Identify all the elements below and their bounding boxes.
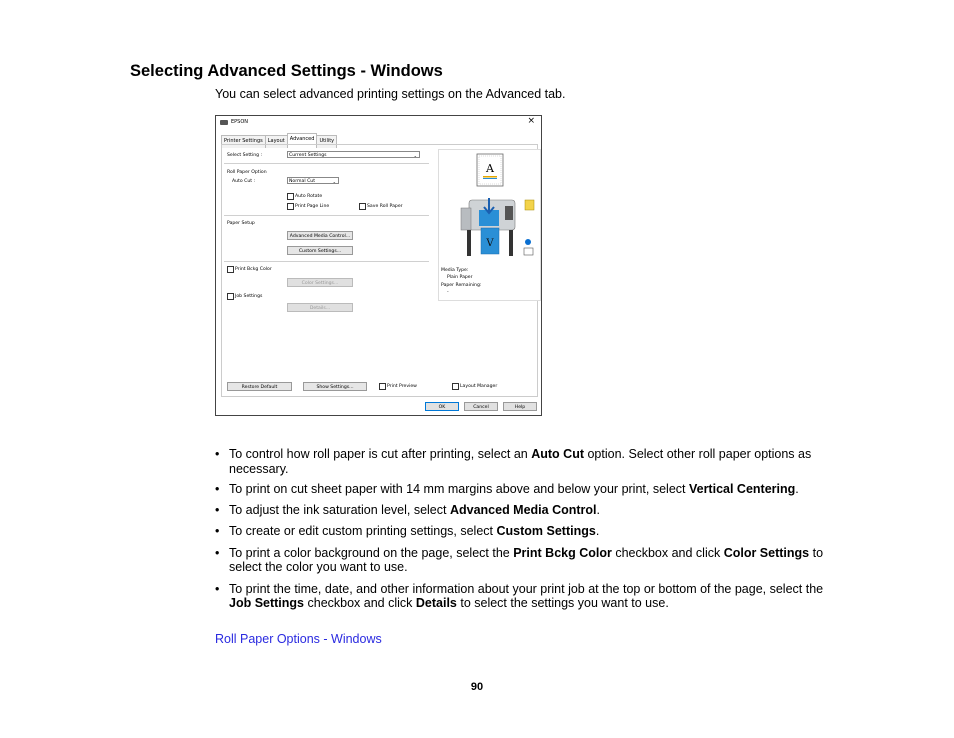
tab-printer-settings[interactable]: Printer Settings bbox=[221, 135, 266, 148]
job-settings-checkbox[interactable] bbox=[227, 293, 262, 300]
bullet-dot: • bbox=[215, 581, 220, 596]
bullet-text bbox=[229, 546, 823, 575]
bullet-item bbox=[215, 503, 830, 518]
paper-setup-heading: Paper Setup bbox=[227, 221, 255, 226]
bullet-text bbox=[229, 482, 799, 496]
color-strip bbox=[483, 178, 497, 179]
bold-term: Job Settings bbox=[229, 596, 305, 610]
color-settings-button[interactable]: Color Settings... bbox=[287, 278, 353, 287]
tab-layout[interactable]: Layout bbox=[265, 135, 288, 148]
text-run: . bbox=[595, 524, 600, 538]
bullet-text bbox=[229, 447, 811, 476]
epson-dialog-screenshot bbox=[215, 115, 542, 416]
print-bckg-color-checkbox[interactable] bbox=[227, 266, 272, 273]
checkbox-box bbox=[287, 193, 294, 200]
bullet-item bbox=[215, 582, 830, 611]
job-settings-label: Job Settings bbox=[235, 294, 263, 299]
bullet-text bbox=[229, 524, 599, 538]
select-setting-value: Current Settings bbox=[289, 153, 327, 158]
text-run: To create or edit custom printing settings, select bbox=[229, 524, 497, 538]
checkbox-box bbox=[379, 383, 386, 390]
bullet-dot: • bbox=[215, 482, 220, 496]
bullet-dot: • bbox=[215, 545, 220, 560]
show-settings-button[interactable]: Show Settings... bbox=[303, 382, 367, 391]
printer-illustration bbox=[439, 150, 540, 270]
printer-app-icon bbox=[220, 120, 228, 125]
bold-term: Details bbox=[415, 596, 457, 610]
bullet-list bbox=[215, 447, 830, 611]
printer-side bbox=[461, 208, 471, 230]
print-page-line-label: Print Page Line bbox=[295, 204, 330, 209]
text-run: To print the time, date, and other information about your print job at the top or bottom of the page, select the bbox=[229, 581, 824, 596]
bullet-dot: • bbox=[215, 524, 220, 538]
checkbox-box bbox=[227, 293, 234, 300]
print-page-line-checkbox[interactable] bbox=[287, 203, 329, 210]
print-preview-label: Print Preview bbox=[387, 384, 417, 389]
advanced-media-control-button[interactable]: Advanced Media Control... bbox=[287, 231, 353, 240]
bold-term: Auto Cut bbox=[531, 447, 584, 461]
advanced-panel bbox=[221, 144, 538, 397]
media-type-value: Plain Paper bbox=[447, 275, 473, 280]
text-run: To print a color background on the page, select the bbox=[229, 545, 514, 560]
bullet-dot: • bbox=[215, 447, 220, 461]
auto-rotate-label: Auto Rotate bbox=[295, 194, 323, 199]
tab-utility[interactable]: Utility bbox=[316, 135, 337, 148]
divider bbox=[224, 163, 429, 164]
details-button[interactable]: Details... bbox=[287, 303, 353, 312]
paper-remaining-label: Paper Remaining: bbox=[441, 283, 482, 288]
text-run: checkbox and click bbox=[304, 596, 416, 610]
save-roll-paper-label: Save Roll Paper bbox=[367, 204, 403, 209]
color-strip bbox=[483, 176, 497, 178]
bullet-text bbox=[229, 503, 600, 517]
restore-default-button[interactable]: Restore Default bbox=[227, 382, 292, 391]
auto-cut-dropdown[interactable] bbox=[287, 177, 339, 184]
auto-cut-value: Normal Cut bbox=[289, 179, 316, 184]
bold-term: Print Bckg Color bbox=[513, 545, 612, 560]
print-preview-checkbox[interactable] bbox=[379, 383, 417, 390]
checkbox-box bbox=[227, 266, 234, 273]
chevron-down-icon: ⌄ bbox=[413, 153, 417, 158]
text-run: To adjust the ink saturation level, select bbox=[229, 502, 450, 517]
check-icon bbox=[525, 239, 531, 245]
text-run: to select the settings you want to use. bbox=[456, 596, 669, 610]
select-setting-dropdown[interactable] bbox=[287, 151, 420, 158]
chevron-down-icon: ⌄ bbox=[332, 179, 336, 184]
printer-panel bbox=[505, 206, 513, 220]
roll-paper-options-link[interactable]: Roll Paper Options - Windows bbox=[215, 632, 382, 646]
print-bckg-color-label: Print Bckg Color bbox=[235, 267, 272, 272]
divider bbox=[224, 261, 429, 262]
auto-rotate-checkbox[interactable] bbox=[287, 193, 322, 200]
layout-manager-checkbox[interactable] bbox=[452, 383, 497, 390]
dialog-title-text: EPSON bbox=[231, 119, 249, 125]
bold-term: Vertical Centering bbox=[688, 482, 796, 496]
media-type-label: Media Type: bbox=[441, 268, 469, 273]
printer-preview-pane bbox=[438, 149, 541, 301]
bullet-item bbox=[215, 546, 830, 575]
ok-button[interactable]: OK bbox=[425, 402, 459, 411]
layout-manager-label: Layout Manager bbox=[460, 384, 498, 389]
warning-icon bbox=[525, 200, 534, 210]
bold-term: Advanced Media Control bbox=[449, 502, 597, 517]
printer-leg bbox=[509, 230, 513, 256]
paper-remaining-value: - bbox=[447, 290, 449, 295]
text-run: checkbox and click bbox=[611, 545, 724, 560]
text-run: To control how roll paper is cut after printing, select an bbox=[229, 447, 532, 461]
auto-cut-label: Auto Cut : bbox=[232, 179, 256, 184]
custom-settings-button[interactable]: Custom Settings... bbox=[287, 246, 353, 255]
page-letter-a: A bbox=[486, 162, 494, 175]
intro-text: You can select advanced printing settings on the Advanced tab. bbox=[215, 87, 566, 101]
page-number: 90 bbox=[470, 681, 484, 693]
bullet-item bbox=[215, 447, 830, 476]
bullet-text bbox=[229, 582, 823, 611]
bold-term: Color Settings bbox=[723, 545, 810, 560]
select-setting-label: Select Setting : bbox=[227, 153, 263, 158]
cancel-button[interactable]: Cancel bbox=[464, 402, 498, 411]
bullet-item bbox=[215, 524, 830, 539]
tab-advanced[interactable]: Advanced bbox=[287, 133, 318, 146]
roll-paper-option-heading: Roll Paper Option bbox=[227, 170, 267, 175]
checkbox-box bbox=[287, 203, 294, 210]
help-button[interactable]: Help bbox=[503, 402, 537, 411]
printer-leg bbox=[467, 230, 471, 256]
text-run: . bbox=[795, 482, 799, 496]
bullet-item bbox=[215, 482, 830, 497]
text-run: to select the color you want to use. bbox=[229, 545, 824, 574]
monitor-icon bbox=[524, 248, 533, 255]
divider bbox=[224, 215, 429, 216]
checkbox-box bbox=[359, 203, 366, 210]
save-roll-paper-checkbox[interactable] bbox=[359, 203, 403, 210]
bullet-dot: • bbox=[215, 502, 220, 517]
text-run: option. Select other roll paper options as necessary. bbox=[229, 447, 812, 476]
checkbox-box bbox=[452, 383, 459, 390]
sheet-letter-v: V bbox=[486, 238, 494, 249]
bold-term: Custom Settings bbox=[496, 524, 596, 538]
text-run: To print on cut sheet paper with 14 mm margins above and below your print, select bbox=[229, 482, 689, 496]
dialog-title bbox=[220, 119, 248, 125]
close-icon[interactable]: × bbox=[527, 116, 535, 126]
text-run: . bbox=[596, 502, 600, 517]
section-heading: Selecting Advanced Settings - Windows bbox=[130, 62, 443, 80]
